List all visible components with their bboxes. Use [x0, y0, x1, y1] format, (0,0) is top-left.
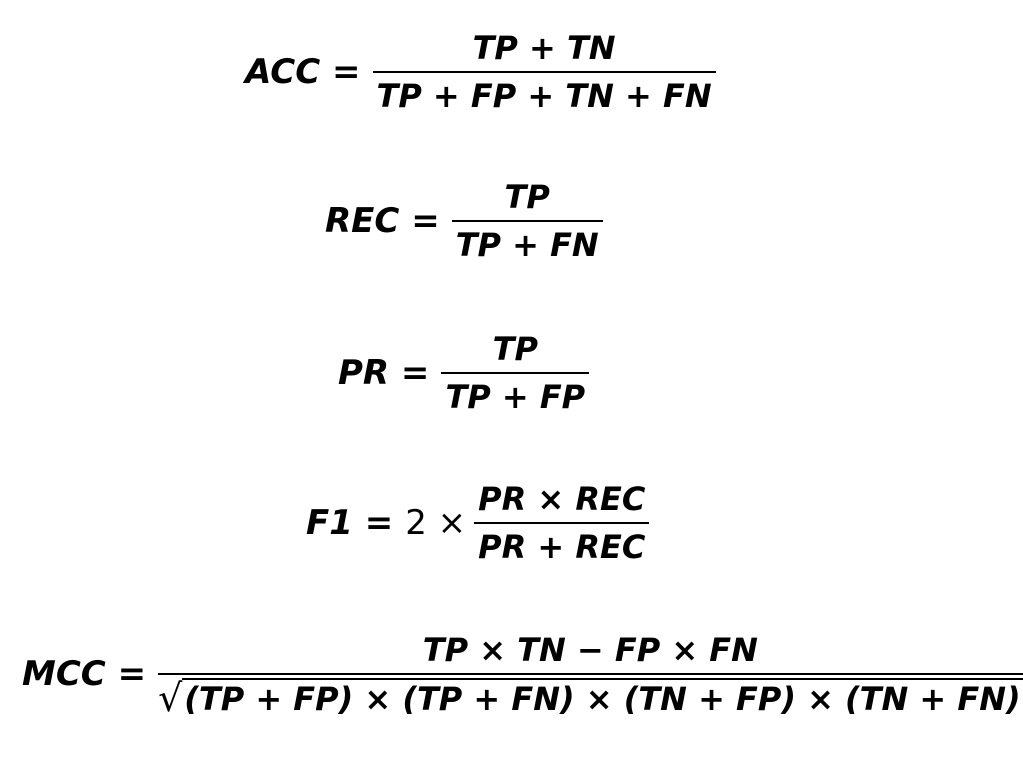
f1-equation [306, 479, 649, 567]
f1-coefficient: 2 × [405, 503, 467, 543]
acc-denominator: TP + FP + TN + FN [376, 77, 712, 115]
f1-denominator: PR + REC [478, 528, 646, 566]
mcc-numerator: TP × TN − FP × FN [422, 631, 758, 669]
rec-numerator: TP [504, 178, 550, 216]
mcc-fraction [158, 630, 1023, 718]
acc-equation [245, 28, 716, 116]
f1-numerator: PR × REC [478, 480, 646, 518]
mcc-sqrt [158, 678, 1023, 718]
mcc-equation [22, 630, 1023, 718]
pr-fraction-bar [441, 372, 589, 374]
rec-fraction [452, 177, 603, 265]
sqrt-symbol: √ [158, 676, 183, 720]
f1-lhs: F1 = [306, 503, 394, 543]
rec-equation [325, 177, 603, 265]
f1-fraction-bar [474, 522, 649, 524]
mcc-fraction-bar [158, 673, 1023, 675]
f1-fraction [474, 479, 649, 567]
acc-fraction-bar [373, 71, 716, 73]
acc-numerator: TP + TN [472, 29, 616, 67]
pr-lhs: PR = [338, 353, 430, 393]
pr-fraction [441, 329, 589, 417]
acc-fraction [373, 28, 716, 116]
pr-equation [338, 329, 589, 417]
pr-denominator: TP + FP [445, 378, 586, 416]
mcc-lhs: MCC = [22, 654, 147, 694]
rec-lhs: REC = [325, 201, 440, 241]
pr-numerator: TP [492, 330, 538, 368]
mcc-denominator: (TP + FP) × (TP + FN) × (TN + FP) × (TN + FN) [184, 680, 1021, 718]
acc-lhs: ACC = [245, 52, 361, 92]
rec-denominator: TP + FN [455, 226, 599, 264]
rec-fraction-bar [452, 220, 603, 222]
